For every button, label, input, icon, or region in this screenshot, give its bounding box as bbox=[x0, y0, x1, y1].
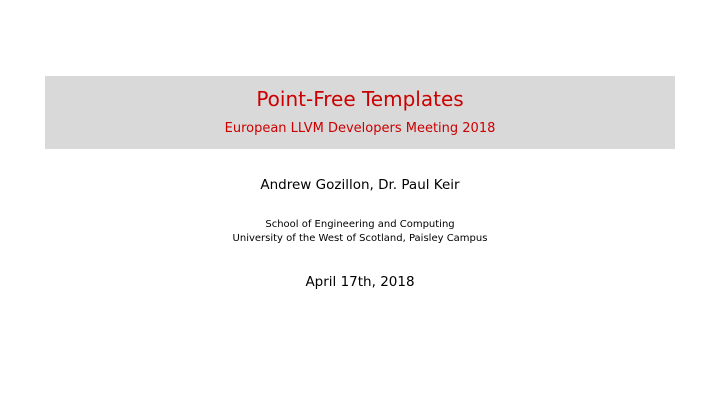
authors: Andrew Gozillon, Dr. Paul Keir bbox=[260, 177, 460, 193]
presentation-title: Point-Free Templates bbox=[256, 87, 464, 111]
presentation-date: April 17th, 2018 bbox=[305, 274, 415, 290]
institute bbox=[0, 218, 720, 246]
institute-line-1: School of Engineering and Computing bbox=[265, 219, 455, 230]
presentation-subtitle: European LLVM Developers Meeting 2018 bbox=[224, 121, 496, 136]
institute-line-2: University of the West of Scotland, Paisley Campus bbox=[232, 233, 488, 244]
title-block bbox=[45, 76, 675, 149]
